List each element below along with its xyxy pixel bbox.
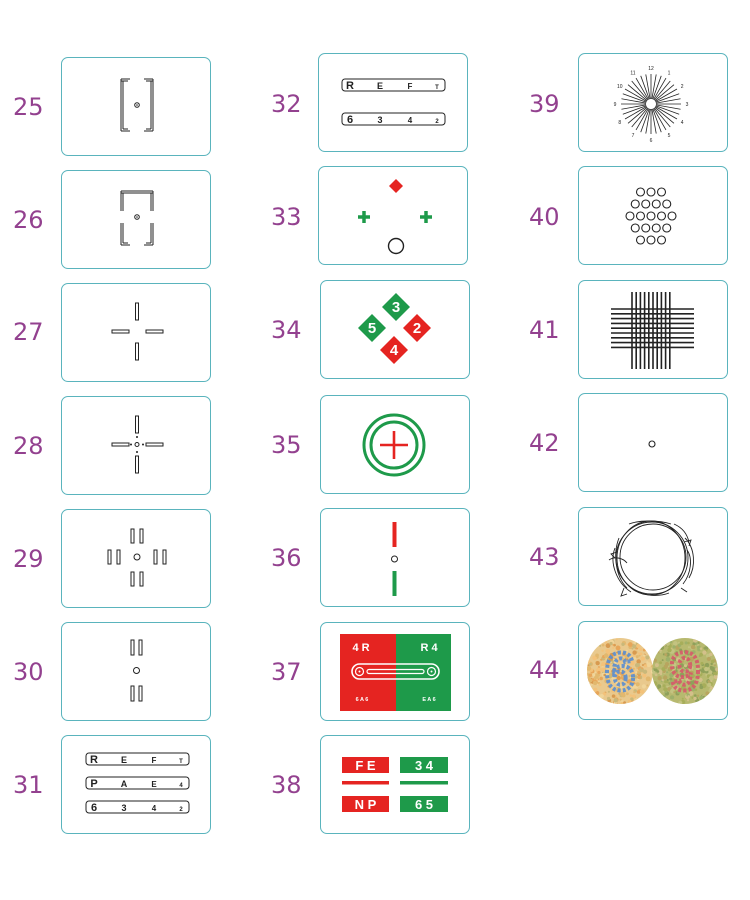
plate-dot xyxy=(704,667,708,671)
chart-card-square-frame-bars[interactable] xyxy=(61,170,211,269)
green-cross-right xyxy=(420,211,432,223)
top-right-label: R 4 xyxy=(420,642,438,654)
plate-dot xyxy=(587,677,591,681)
chart-card-two-line-chart[interactable] xyxy=(318,53,468,152)
row1-char: R xyxy=(90,754,98,766)
plate-dot xyxy=(653,658,657,662)
grid-circle xyxy=(637,236,645,244)
plate-dot xyxy=(646,684,648,686)
plate-dot xyxy=(600,659,602,661)
clock-label: 5 xyxy=(667,132,671,139)
plate-dot xyxy=(663,644,665,646)
cross-target-drawing xyxy=(62,284,211,382)
chart-number: 32 xyxy=(271,90,302,118)
chart-number: 27 xyxy=(13,318,44,346)
chart-number: 29 xyxy=(13,545,44,573)
clock-label: 12 xyxy=(648,65,654,72)
plate-dot xyxy=(714,672,717,675)
plate-dot xyxy=(642,674,646,678)
row3-char: 2 xyxy=(179,807,183,813)
chart-card-red-green-numbers[interactable] xyxy=(320,280,470,379)
plate-dot xyxy=(702,650,706,654)
chart-card-line-grid[interactable] xyxy=(578,280,728,379)
red-green-binocular-drawing xyxy=(321,623,470,721)
top-number: 3 xyxy=(391,299,401,316)
chart-card-red-green-binocular[interactable] xyxy=(320,622,470,721)
chart-number: 35 xyxy=(271,431,302,459)
red-green-letters-drawing xyxy=(321,736,470,834)
plate-dot xyxy=(639,648,642,651)
circle-grid-drawing xyxy=(579,167,728,265)
plate-dot xyxy=(707,657,711,661)
plate-dot xyxy=(643,649,646,652)
clock-label: 6 xyxy=(649,137,653,144)
red-diamond xyxy=(389,179,403,193)
ishihara-plates-drawing xyxy=(579,622,728,720)
row3-char: 4 xyxy=(151,804,157,813)
grid-circle xyxy=(647,212,655,220)
center-ring xyxy=(392,556,398,562)
vertical-double-bars-drawing xyxy=(62,623,211,721)
chart-card-square-bracket-frame[interactable] xyxy=(61,57,211,156)
bottom-left-label: 6 A 6 xyxy=(355,697,369,703)
chart-card-red-green-vertical[interactable] xyxy=(320,508,470,607)
chart-number: 43 xyxy=(529,543,560,571)
plate-dot xyxy=(646,676,651,681)
chart-number: 34 xyxy=(271,316,302,344)
plate-dot xyxy=(707,683,711,687)
red-green-target-drawing xyxy=(321,396,470,494)
grid-circle xyxy=(642,224,650,232)
white-circle xyxy=(389,239,404,254)
chart-card-red-green-target[interactable] xyxy=(320,395,470,494)
plate-dot xyxy=(636,667,638,669)
plate-dot xyxy=(703,695,705,697)
plate-dot xyxy=(666,681,668,683)
chart-card-worth-four-dot[interactable] xyxy=(318,166,468,265)
row1-char: T xyxy=(435,85,439,91)
plate-dot xyxy=(652,681,657,686)
grid-circle xyxy=(663,200,671,208)
chart-card-vertical-double-bars[interactable] xyxy=(61,622,211,721)
plate-dot xyxy=(636,644,640,648)
square-frame-bars-drawing xyxy=(62,171,211,269)
right-number: 2 xyxy=(412,320,422,337)
plate-dot xyxy=(643,654,645,656)
plate-dot xyxy=(662,667,666,671)
grid-circle xyxy=(647,188,655,196)
green-bar xyxy=(393,571,397,596)
plate-dot xyxy=(595,653,599,657)
plate-dot xyxy=(596,661,600,665)
chart-card-letter-number-lines[interactable] xyxy=(61,735,211,834)
plate-dot xyxy=(641,656,645,660)
top-left-letters: F E xyxy=(355,758,376,773)
plate-dot xyxy=(663,684,666,687)
bottom-right-label: E A 6 xyxy=(422,697,436,703)
green-cross-left xyxy=(358,211,370,223)
grid-circle xyxy=(647,236,655,244)
clock-label: 1 xyxy=(667,70,671,77)
chart-card-cross-with-dots[interactable] xyxy=(61,396,211,495)
ishihara-digit-right: 9 xyxy=(669,642,701,702)
top-left-label: 4 R xyxy=(352,642,370,654)
chart-number: 33 xyxy=(271,203,302,231)
plate-dot xyxy=(664,653,667,656)
plate-dot xyxy=(711,660,715,664)
bottom-left-letters: N P xyxy=(354,797,377,812)
grid-circle xyxy=(637,188,645,196)
chart-number: 28 xyxy=(13,432,44,460)
bottom-number: 4 xyxy=(389,342,399,359)
plate-dot xyxy=(637,690,641,694)
plate-dot xyxy=(593,681,597,685)
plate-dot xyxy=(644,664,647,667)
row2-char: 6 xyxy=(346,114,354,126)
plate-dot xyxy=(714,664,716,666)
plate-dot xyxy=(660,645,664,649)
plate-dot xyxy=(667,679,669,681)
plate-dot xyxy=(596,679,598,681)
plate-dot xyxy=(599,683,602,686)
chart-card-fundus-drawing[interactable] xyxy=(578,507,728,606)
grid-circle xyxy=(663,224,671,232)
grid-circle xyxy=(652,200,660,208)
letter-number-lines-drawing xyxy=(62,736,211,834)
chart-number: 37 xyxy=(271,658,302,686)
plate-dot xyxy=(708,680,711,683)
row2-char: 3 xyxy=(377,115,383,125)
double-bar-cross-drawing xyxy=(62,510,211,608)
plate-dot xyxy=(640,690,644,694)
grid-circle xyxy=(626,212,634,220)
plate-dot xyxy=(642,684,646,688)
plate-dot xyxy=(636,659,640,663)
plate-dot xyxy=(709,653,713,657)
row1-char: E xyxy=(376,81,384,91)
row2-char: P xyxy=(90,778,98,790)
plate-dot xyxy=(638,672,640,674)
worth-four-dot-drawing xyxy=(319,167,468,265)
chart-card-red-green-letters[interactable] xyxy=(320,735,470,834)
red-bar xyxy=(393,522,397,547)
grid-circle xyxy=(631,224,639,232)
red-green-numbers-drawing xyxy=(321,281,470,379)
chart-number: 36 xyxy=(271,544,302,572)
chart-card-fixation-dot[interactable] xyxy=(578,393,728,492)
plate-dot xyxy=(642,664,644,666)
plate-dot xyxy=(586,666,591,671)
clock-label: 8 xyxy=(618,119,622,126)
plate-dot xyxy=(659,661,662,664)
plate-dot xyxy=(621,702,624,705)
row2-char: A xyxy=(120,779,128,789)
plate-dot xyxy=(657,676,661,680)
red-green-vertical-drawing xyxy=(321,509,470,607)
chart-number: 38 xyxy=(271,771,302,799)
plate-dot xyxy=(636,663,640,667)
two-line-chart-drawing xyxy=(319,54,468,152)
chart-card-cross-target[interactable] xyxy=(61,283,211,382)
grid-circle xyxy=(631,200,639,208)
row2-char: 2 xyxy=(435,119,439,125)
chart-number: 39 xyxy=(529,90,560,118)
chart-card-circle-grid[interactable] xyxy=(578,166,728,265)
clock-label: 7 xyxy=(631,132,635,139)
plate-dot xyxy=(705,663,709,667)
grid-circle xyxy=(658,212,666,220)
clock-label: 4 xyxy=(680,119,684,126)
chart-card-ishihara-plates[interactable] xyxy=(578,621,728,720)
plate-dot xyxy=(706,692,709,695)
plate-dot xyxy=(662,659,664,661)
bottom-right-digits: 6 5 xyxy=(414,797,434,812)
plate-dot xyxy=(666,671,668,673)
row3-char: 6 xyxy=(90,802,98,814)
row2-char: E xyxy=(151,780,157,789)
plate-dot xyxy=(660,673,662,675)
plate-dot xyxy=(638,652,640,654)
chart-number: 26 xyxy=(13,206,44,234)
plate-dot xyxy=(602,644,605,647)
plate-dot xyxy=(636,655,639,658)
left-number: 5 xyxy=(367,320,377,337)
plate-dot xyxy=(657,687,659,689)
row1-char: F xyxy=(151,756,157,765)
fixation-dot-drawing xyxy=(579,394,728,492)
grid-circle xyxy=(637,212,645,220)
grid-circle xyxy=(642,200,650,208)
chart-number: 44 xyxy=(529,656,560,684)
row2-char: 4 xyxy=(179,783,183,789)
grid-circle xyxy=(658,188,666,196)
clock-label: 10 xyxy=(617,83,623,90)
row3-char: 3 xyxy=(121,803,127,813)
plate-dot xyxy=(655,663,659,667)
astigmatism-fan-drawing xyxy=(579,54,728,152)
row1-char: E xyxy=(120,755,128,765)
plate-dot xyxy=(662,679,664,681)
clock-label: 11 xyxy=(630,70,636,77)
grid-circle xyxy=(658,236,666,244)
plate-dot xyxy=(636,682,640,686)
plate-dot xyxy=(599,677,603,681)
plate-dot xyxy=(601,650,603,652)
plate-dot xyxy=(708,689,712,693)
plate-dot xyxy=(589,663,592,666)
plate-dot xyxy=(715,668,718,671)
plate-dot xyxy=(589,673,593,677)
row1-char: F xyxy=(407,82,413,91)
top-right-digits: 3 4 xyxy=(414,758,434,773)
chart-card-astigmatism-fan[interactable] xyxy=(578,53,728,152)
row1-char: T xyxy=(179,759,183,765)
plate-dot xyxy=(645,655,649,659)
chart-number: 41 xyxy=(529,316,560,344)
plate-dot xyxy=(637,676,640,679)
cross-with-dots-drawing xyxy=(62,397,211,495)
plate-dot xyxy=(711,667,715,671)
plate-dot xyxy=(700,647,703,650)
row2-char: 4 xyxy=(407,116,413,125)
clock-label: 3 xyxy=(685,101,689,108)
plate-dot xyxy=(592,673,595,676)
chart-number: 25 xyxy=(13,93,44,121)
plate-dot xyxy=(593,688,597,692)
chart-number: 31 xyxy=(13,771,44,799)
clock-label: 9 xyxy=(613,101,617,108)
chart-number: 40 xyxy=(529,203,560,231)
plate-dot xyxy=(600,694,604,698)
square-bracket-frame-drawing xyxy=(62,58,211,156)
chart-number: 30 xyxy=(13,658,44,686)
plate-dot xyxy=(599,645,601,647)
plate-dot xyxy=(662,690,664,692)
fundus-drawing xyxy=(579,508,728,606)
line-grid-drawing xyxy=(579,281,728,379)
grid-circle xyxy=(668,212,676,220)
row1-char: R xyxy=(346,80,354,92)
plate-dot xyxy=(590,683,592,685)
plate-dot xyxy=(709,676,714,681)
plate-dot xyxy=(610,702,612,704)
plate-dot xyxy=(700,662,703,665)
plate-dot xyxy=(616,638,618,640)
plate-dot xyxy=(641,667,643,669)
ishihara-digit-left: 6 xyxy=(604,642,636,702)
clock-label: 2 xyxy=(680,83,684,90)
plate-dot xyxy=(635,671,637,673)
plate-dot xyxy=(646,661,648,663)
chart-number: 42 xyxy=(529,429,560,457)
plate-dot xyxy=(659,651,661,653)
plate-dot xyxy=(652,671,655,674)
grid-circle xyxy=(652,224,660,232)
plate-dot xyxy=(663,675,667,679)
plate-dot xyxy=(597,671,600,674)
chart-card-double-bar-cross[interactable] xyxy=(61,509,211,608)
